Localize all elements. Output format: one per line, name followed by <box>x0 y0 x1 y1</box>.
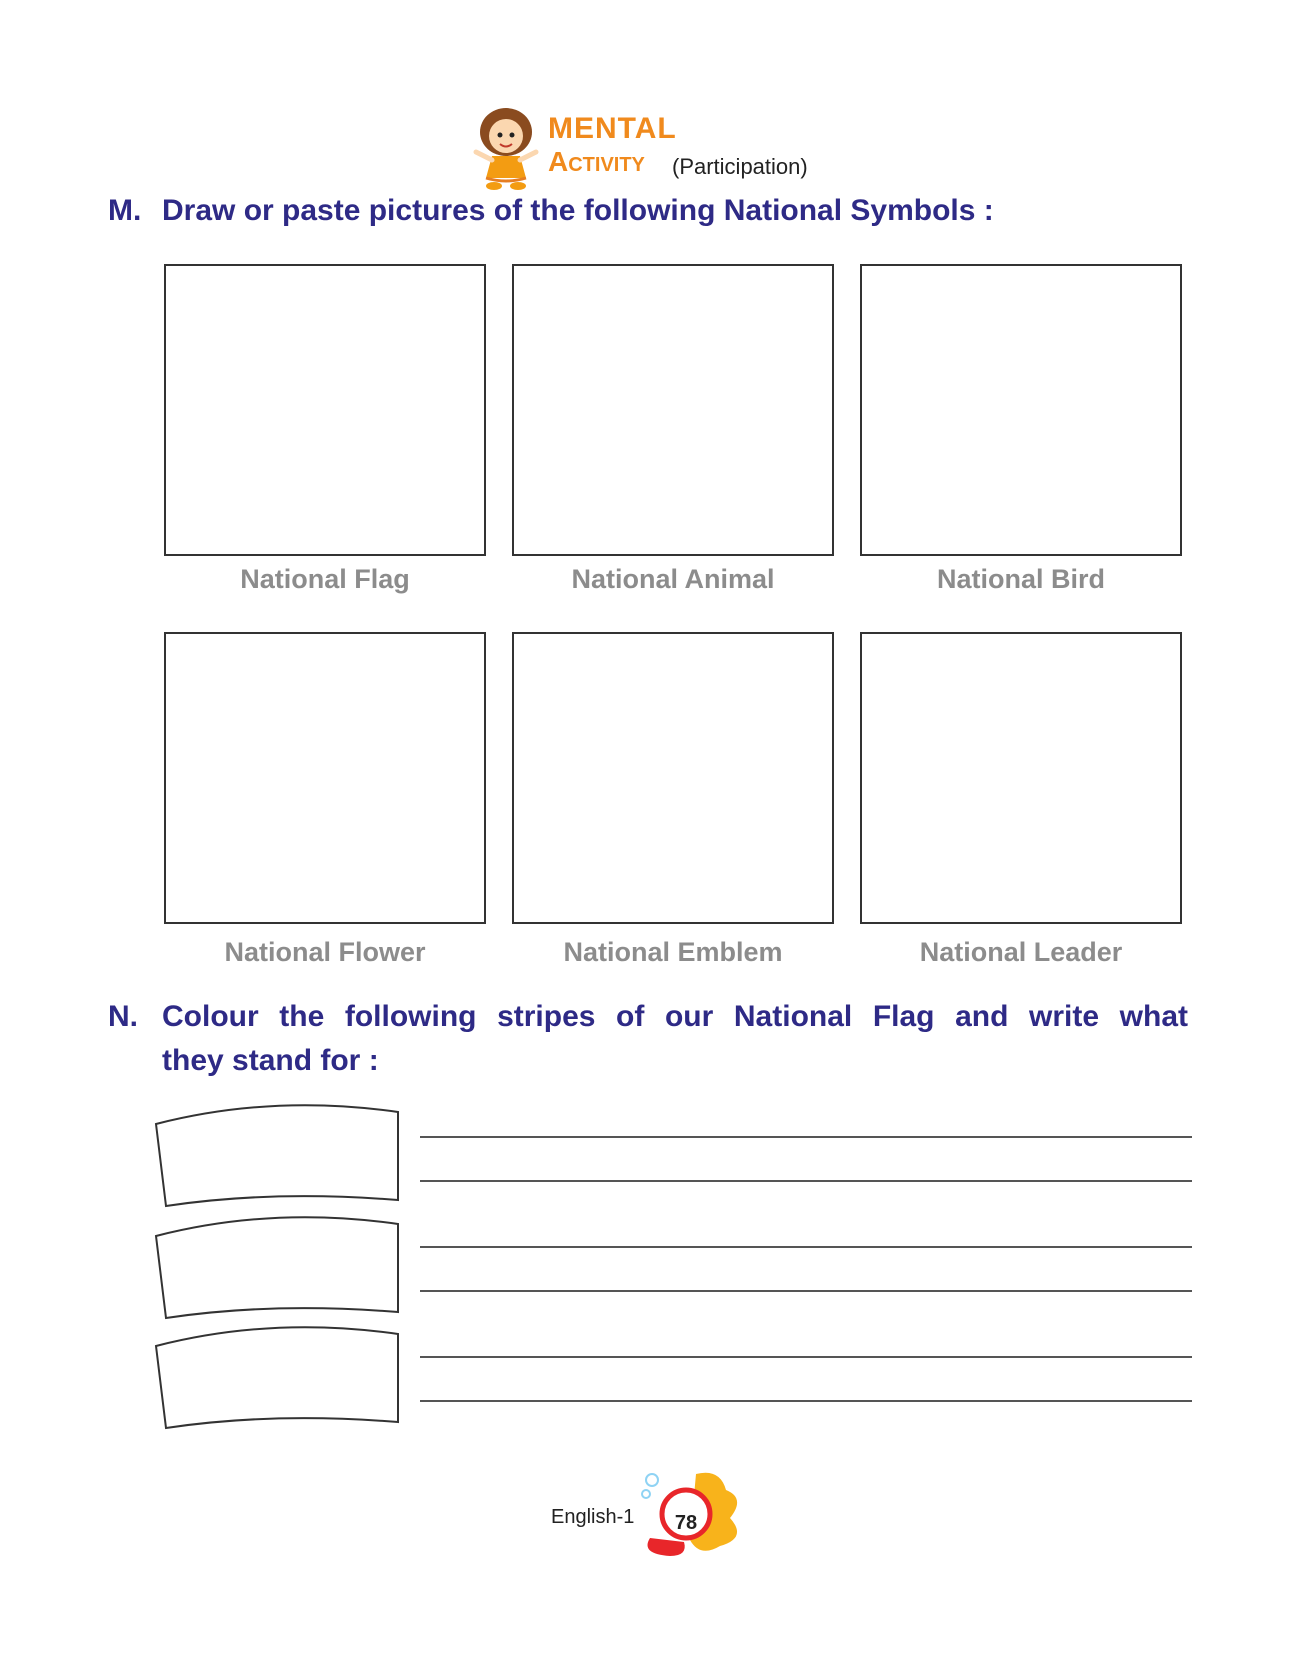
section-m-question: Draw or paste pictures of the following National Symbols : <box>162 194 994 227</box>
writing-line[interactable] <box>420 1246 1192 1248</box>
page-number: 78 <box>674 1512 698 1534</box>
flag-stripe-top[interactable] <box>152 1098 412 1208</box>
flower-drawing-box[interactable] <box>164 632 486 924</box>
section-n-question-line1: Colour the following stripes of our National Flag and write what <box>162 1000 1188 1033</box>
flag-stripe-bottom[interactable] <box>152 1320 412 1430</box>
writing-line[interactable] <box>420 1400 1192 1402</box>
emblem-drawing-box[interactable] <box>512 632 834 924</box>
section-m-title <box>108 194 1198 234</box>
writing-line[interactable] <box>420 1136 1192 1138</box>
flag-drawing-box[interactable] <box>164 264 486 556</box>
animal-label: National Animal <box>571 564 775 594</box>
section-n-question-line2: they stand for : <box>162 1044 379 1077</box>
leader-label: National Leader <box>919 937 1123 967</box>
girl-mascot-icon <box>470 104 542 190</box>
animal-drawing-box[interactable] <box>512 264 834 556</box>
activity-heading: Activity <box>548 146 645 177</box>
flag-stripe-middle[interactable] <box>152 1210 412 1320</box>
flower-label: National Flower <box>224 937 426 967</box>
writing-line[interactable] <box>420 1290 1192 1292</box>
section-n-letter: N. <box>108 1000 138 1033</box>
bird-drawing-box[interactable] <box>860 264 1182 556</box>
mental-heading: MENTAL <box>548 112 677 145</box>
emblem-label: National Emblem <box>563 937 783 967</box>
writing-line[interactable] <box>420 1180 1192 1182</box>
participation-note: (Participation) <box>672 154 808 179</box>
flag-label: National Flag <box>240 564 410 594</box>
book-title: English-1 <box>551 1506 635 1528</box>
leader-drawing-box[interactable] <box>860 632 1182 924</box>
activity-header <box>470 100 830 190</box>
writing-line[interactable] <box>420 1356 1192 1358</box>
section-m-letter: M. <box>108 194 142 227</box>
section-n-title <box>108 1000 1198 1090</box>
bird-label: National Bird <box>936 564 1105 594</box>
